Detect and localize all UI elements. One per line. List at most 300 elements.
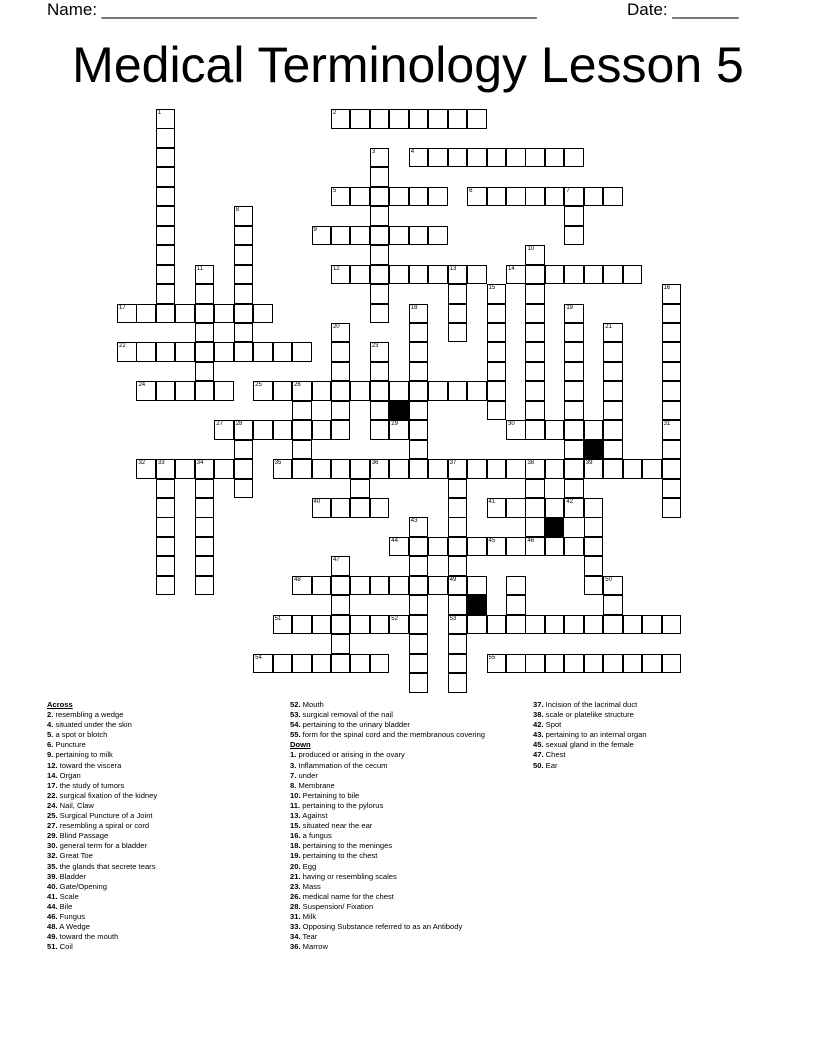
grid-cell[interactable]: [506, 459, 526, 479]
grid-cell[interactable]: [409, 362, 429, 382]
grid-cell[interactable]: [603, 440, 623, 460]
grid-cell[interactable]: [545, 187, 565, 207]
grid-cell[interactable]: [623, 265, 643, 285]
grid-cell[interactable]: [370, 342, 390, 362]
grid-cell[interactable]: [448, 634, 468, 654]
grid-cell[interactable]: [584, 498, 604, 518]
grid-cell[interactable]: [525, 362, 545, 382]
grid-cell[interactable]: [564, 342, 584, 362]
grid-cell[interactable]: [370, 226, 390, 246]
grid-cell[interactable]: [603, 576, 623, 596]
grid-cell[interactable]: [662, 440, 682, 460]
grid-cell[interactable]: [564, 206, 584, 226]
grid-cell[interactable]: [525, 381, 545, 401]
grid-cell[interactable]: [506, 615, 526, 635]
grid-cell[interactable]: [389, 381, 409, 401]
grid-cell[interactable]: [409, 342, 429, 362]
grid-cell[interactable]: [564, 187, 584, 207]
grid-cell[interactable]: [156, 167, 176, 187]
grid-cell[interactable]: [234, 420, 254, 440]
grid-cell[interactable]: [506, 420, 526, 440]
grid-cell[interactable]: [448, 479, 468, 499]
grid-cell[interactable]: [584, 537, 604, 557]
grid-cell[interactable]: [448, 148, 468, 168]
grid-cell[interactable]: [506, 187, 526, 207]
grid-cell[interactable]: [584, 265, 604, 285]
grid-cell[interactable]: [234, 265, 254, 285]
grid-cell[interactable]: [603, 459, 623, 479]
grid-cell[interactable]: [584, 654, 604, 674]
grid-cell[interactable]: [175, 342, 195, 362]
grid-cell[interactable]: [448, 498, 468, 518]
grid-cell[interactable]: [370, 401, 390, 421]
grid-cell[interactable]: [487, 459, 507, 479]
grid-cell[interactable]: [156, 498, 176, 518]
grid-cell[interactable]: [584, 187, 604, 207]
grid-cell[interactable]: [350, 654, 370, 674]
grid-cell[interactable]: [623, 459, 643, 479]
grid-cell[interactable]: [214, 459, 234, 479]
grid-cell[interactable]: [195, 265, 215, 285]
grid-cell[interactable]: [370, 576, 390, 596]
grid-cell[interactable]: [642, 459, 662, 479]
grid-cell[interactable]: [292, 381, 312, 401]
grid-cell[interactable]: [370, 615, 390, 635]
grid-cell[interactable]: [370, 206, 390, 226]
grid-cell[interactable]: [331, 615, 351, 635]
grid-cell[interactable]: [370, 420, 390, 440]
grid-cell[interactable]: [525, 420, 545, 440]
grid-cell[interactable]: [487, 362, 507, 382]
grid-cell[interactable]: [448, 284, 468, 304]
grid-cell[interactable]: [409, 420, 429, 440]
grid-cell[interactable]: [584, 420, 604, 440]
grid-cell[interactable]: [117, 304, 137, 324]
grid-cell[interactable]: [409, 187, 429, 207]
grid-cell[interactable]: [156, 109, 176, 129]
grid-cell[interactable]: [370, 381, 390, 401]
grid-cell[interactable]: [564, 479, 584, 499]
grid-cell[interactable]: [662, 479, 682, 499]
grid-cell[interactable]: [448, 537, 468, 557]
grid-cell[interactable]: [448, 265, 468, 285]
grid-cell[interactable]: [487, 342, 507, 362]
grid-cell[interactable]: [350, 226, 370, 246]
grid-cell[interactable]: [603, 654, 623, 674]
grid-cell[interactable]: [409, 226, 429, 246]
grid-cell[interactable]: [467, 381, 487, 401]
grid-cell[interactable]: [623, 654, 643, 674]
grid-cell[interactable]: [409, 440, 429, 460]
grid-cell[interactable]: [136, 459, 156, 479]
grid-cell[interactable]: [331, 401, 351, 421]
grid-cell[interactable]: [448, 459, 468, 479]
grid-cell[interactable]: [428, 381, 448, 401]
grid-cell[interactable]: [136, 342, 156, 362]
grid-cell[interactable]: [370, 148, 390, 168]
grid-cell[interactable]: [487, 615, 507, 635]
grid-cell[interactable]: [370, 187, 390, 207]
grid-cell[interactable]: [506, 576, 526, 596]
grid-cell[interactable]: [448, 517, 468, 537]
grid-cell[interactable]: [487, 401, 507, 421]
grid-cell[interactable]: [467, 459, 487, 479]
grid-cell[interactable]: [389, 109, 409, 129]
grid-cell[interactable]: [662, 304, 682, 324]
grid-cell[interactable]: [253, 381, 273, 401]
grid-cell[interactable]: [564, 440, 584, 460]
grid-cell[interactable]: [623, 615, 643, 635]
grid-cell[interactable]: [195, 381, 215, 401]
grid-cell[interactable]: [564, 226, 584, 246]
grid-cell[interactable]: [564, 381, 584, 401]
grid-cell[interactable]: [467, 265, 487, 285]
grid-cell[interactable]: [662, 654, 682, 674]
grid-cell[interactable]: [273, 615, 293, 635]
grid-cell[interactable]: [331, 459, 351, 479]
grid-cell[interactable]: [312, 615, 332, 635]
grid-cell[interactable]: [156, 304, 176, 324]
grid-cell[interactable]: [428, 265, 448, 285]
grid-cell[interactable]: [370, 654, 390, 674]
grid-cell[interactable]: [448, 576, 468, 596]
grid-cell[interactable]: [545, 265, 565, 285]
grid-cell[interactable]: [564, 323, 584, 343]
grid-cell[interactable]: [467, 109, 487, 129]
grid-cell[interactable]: [350, 479, 370, 499]
grid-cell[interactable]: [156, 537, 176, 557]
grid-cell[interactable]: [234, 440, 254, 460]
grid-cell[interactable]: [292, 576, 312, 596]
grid-cell[interactable]: [428, 109, 448, 129]
grid-cell[interactable]: [603, 401, 623, 421]
grid-cell[interactable]: [156, 459, 176, 479]
grid-cell[interactable]: [350, 459, 370, 479]
grid-cell[interactable]: [273, 654, 293, 674]
grid-cell[interactable]: [331, 576, 351, 596]
grid-cell[interactable]: [409, 595, 429, 615]
grid-cell[interactable]: [370, 245, 390, 265]
grid-cell[interactable]: [195, 517, 215, 537]
grid-cell[interactable]: [136, 304, 156, 324]
grid-cell[interactable]: [428, 148, 448, 168]
grid-cell[interactable]: [214, 420, 234, 440]
grid-cell[interactable]: [156, 381, 176, 401]
grid-cell[interactable]: [292, 654, 312, 674]
grid-cell[interactable]: [195, 323, 215, 343]
grid-cell[interactable]: [370, 284, 390, 304]
grid-cell[interactable]: [389, 537, 409, 557]
grid-cell[interactable]: [603, 595, 623, 615]
grid-cell[interactable]: [234, 459, 254, 479]
grid-cell[interactable]: [331, 381, 351, 401]
grid-cell[interactable]: [370, 498, 390, 518]
grid-cell[interactable]: [525, 654, 545, 674]
grid-cell[interactable]: [487, 284, 507, 304]
grid-cell[interactable]: [331, 342, 351, 362]
grid-cell[interactable]: [253, 654, 273, 674]
grid-cell[interactable]: [487, 498, 507, 518]
grid-cell[interactable]: [234, 323, 254, 343]
grid-cell[interactable]: [409, 556, 429, 576]
grid-cell[interactable]: [487, 381, 507, 401]
grid-cell[interactable]: [662, 459, 682, 479]
grid-cell[interactable]: [195, 576, 215, 596]
grid-cell[interactable]: [409, 517, 429, 537]
grid-cell[interactable]: [156, 517, 176, 537]
grid-cell[interactable]: [175, 459, 195, 479]
grid-cell[interactable]: [409, 265, 429, 285]
grid-cell[interactable]: [525, 265, 545, 285]
grid-cell[interactable]: [389, 615, 409, 635]
grid-cell[interactable]: [662, 323, 682, 343]
grid-cell[interactable]: [234, 304, 254, 324]
grid-cell[interactable]: [564, 265, 584, 285]
grid-cell[interactable]: [370, 109, 390, 129]
grid-cell[interactable]: [662, 615, 682, 635]
grid-cell[interactable]: [448, 381, 468, 401]
grid-cell[interactable]: [525, 459, 545, 479]
grid-cell[interactable]: [136, 381, 156, 401]
grid-cell[interactable]: [156, 226, 176, 246]
grid-cell[interactable]: [409, 148, 429, 168]
grid-cell[interactable]: [195, 537, 215, 557]
grid-cell[interactable]: [350, 381, 370, 401]
grid-cell[interactable]: [331, 109, 351, 129]
grid-cell[interactable]: [409, 381, 429, 401]
grid-cell[interactable]: [662, 498, 682, 518]
grid-cell[interactable]: [331, 595, 351, 615]
grid-cell[interactable]: [195, 556, 215, 576]
grid-cell[interactable]: [214, 342, 234, 362]
grid-cell[interactable]: [448, 595, 468, 615]
grid-cell[interactable]: [234, 226, 254, 246]
grid-cell[interactable]: [331, 498, 351, 518]
grid-cell[interactable]: [409, 304, 429, 324]
grid-cell[interactable]: [525, 498, 545, 518]
grid-cell[interactable]: [662, 362, 682, 382]
grid-cell[interactable]: [253, 304, 273, 324]
grid-cell[interactable]: [525, 323, 545, 343]
grid-cell[interactable]: [564, 615, 584, 635]
grid-cell[interactable]: [662, 381, 682, 401]
grid-cell[interactable]: [195, 459, 215, 479]
grid-cell[interactable]: [564, 362, 584, 382]
grid-cell[interactable]: [292, 615, 312, 635]
grid-cell[interactable]: [292, 440, 312, 460]
grid-cell[interactable]: [389, 265, 409, 285]
grid-cell[interactable]: [564, 304, 584, 324]
grid-cell[interactable]: [525, 342, 545, 362]
grid-cell[interactable]: [506, 537, 526, 557]
grid-cell[interactable]: [312, 459, 332, 479]
grid-cell[interactable]: [312, 226, 332, 246]
grid-cell[interactable]: [525, 537, 545, 557]
grid-cell[interactable]: [662, 284, 682, 304]
grid-cell[interactable]: [156, 479, 176, 499]
grid-cell[interactable]: [525, 401, 545, 421]
grid-cell[interactable]: [156, 128, 176, 148]
grid-cell[interactable]: [156, 206, 176, 226]
grid-cell[interactable]: [467, 576, 487, 596]
grid-cell[interactable]: [662, 420, 682, 440]
grid-cell[interactable]: [545, 615, 565, 635]
grid-cell[interactable]: [312, 576, 332, 596]
grid-cell[interactable]: [428, 576, 448, 596]
grid-cell[interactable]: [603, 342, 623, 362]
grid-cell[interactable]: [448, 304, 468, 324]
grid-cell[interactable]: [525, 517, 545, 537]
grid-cell[interactable]: [273, 420, 293, 440]
grid-cell[interactable]: [350, 265, 370, 285]
grid-cell[interactable]: [292, 401, 312, 421]
grid-cell[interactable]: [175, 381, 195, 401]
grid-cell[interactable]: [564, 537, 584, 557]
grid-cell[interactable]: [545, 498, 565, 518]
grid-cell[interactable]: [506, 595, 526, 615]
grid-cell[interactable]: [409, 537, 429, 557]
grid-cell[interactable]: [487, 323, 507, 343]
grid-cell[interactable]: [312, 420, 332, 440]
grid-cell[interactable]: [234, 206, 254, 226]
grid-cell[interactable]: [545, 148, 565, 168]
grid-cell[interactable]: [603, 265, 623, 285]
grid-cell[interactable]: [448, 654, 468, 674]
grid-cell[interactable]: [603, 323, 623, 343]
grid-cell[interactable]: [487, 304, 507, 324]
grid-cell[interactable]: [214, 304, 234, 324]
grid-cell[interactable]: [214, 381, 234, 401]
grid-cell[interactable]: [525, 245, 545, 265]
grid-cell[interactable]: [389, 187, 409, 207]
grid-cell[interactable]: [545, 420, 565, 440]
grid-cell[interactable]: [428, 226, 448, 246]
grid-cell[interactable]: [467, 615, 487, 635]
grid-cell[interactable]: [603, 420, 623, 440]
grid-cell[interactable]: [409, 634, 429, 654]
grid-cell[interactable]: [564, 459, 584, 479]
grid-cell[interactable]: [195, 342, 215, 362]
grid-cell[interactable]: [350, 109, 370, 129]
grid-cell[interactable]: [195, 362, 215, 382]
grid-cell[interactable]: [273, 459, 293, 479]
grid-cell[interactable]: [662, 401, 682, 421]
grid-cell[interactable]: [506, 654, 526, 674]
grid-cell[interactable]: [156, 576, 176, 596]
grid-cell[interactable]: [370, 167, 390, 187]
grid-cell[interactable]: [331, 226, 351, 246]
grid-cell[interactable]: [331, 187, 351, 207]
grid-cell[interactable]: [603, 615, 623, 635]
grid-cell[interactable]: [331, 323, 351, 343]
grid-cell[interactable]: [234, 342, 254, 362]
grid-cell[interactable]: [312, 654, 332, 674]
date-field[interactable]: Date: _______: [627, 0, 739, 19]
grid-cell[interactable]: [448, 323, 468, 343]
grid-cell[interactable]: [350, 187, 370, 207]
grid-cell[interactable]: [603, 381, 623, 401]
grid-cell[interactable]: [525, 284, 545, 304]
grid-cell[interactable]: [487, 654, 507, 674]
grid-cell[interactable]: [292, 342, 312, 362]
grid-cell[interactable]: [525, 187, 545, 207]
grid-cell[interactable]: [506, 265, 526, 285]
grid-cell[interactable]: [603, 362, 623, 382]
grid-cell[interactable]: [467, 187, 487, 207]
grid-cell[interactable]: [234, 479, 254, 499]
grid-cell[interactable]: [156, 265, 176, 285]
grid-cell[interactable]: [409, 459, 429, 479]
grid-cell[interactable]: [525, 304, 545, 324]
grid-cell[interactable]: [545, 459, 565, 479]
grid-cell[interactable]: [564, 654, 584, 674]
grid-cell[interactable]: [409, 401, 429, 421]
grid-cell[interactable]: [156, 284, 176, 304]
grid-cell[interactable]: [331, 556, 351, 576]
grid-cell[interactable]: [487, 187, 507, 207]
grid-cell[interactable]: [564, 401, 584, 421]
grid-cell[interactable]: [409, 109, 429, 129]
grid-cell[interactable]: [409, 576, 429, 596]
grid-cell[interactable]: [350, 576, 370, 596]
grid-cell[interactable]: [525, 479, 545, 499]
grid-cell[interactable]: [331, 654, 351, 674]
grid-cell[interactable]: [370, 304, 390, 324]
grid-cell[interactable]: [448, 673, 468, 693]
name-field[interactable]: Name: ______________________________________________: [47, 0, 537, 19]
grid-cell[interactable]: [312, 381, 332, 401]
grid-cell[interactable]: [370, 459, 390, 479]
grid-cell[interactable]: [156, 148, 176, 168]
grid-cell[interactable]: [525, 615, 545, 635]
grid-cell[interactable]: [584, 517, 604, 537]
grid-cell[interactable]: [428, 459, 448, 479]
grid-cell[interactable]: [253, 420, 273, 440]
grid-cell[interactable]: [331, 420, 351, 440]
grid-cell[interactable]: [448, 615, 468, 635]
grid-cell[interactable]: [331, 362, 351, 382]
grid-cell[interactable]: [409, 615, 429, 635]
grid-cell[interactable]: [156, 245, 176, 265]
grid-cell[interactable]: [156, 187, 176, 207]
grid-cell[interactable]: [428, 187, 448, 207]
grid-cell[interactable]: [234, 245, 254, 265]
grid-cell[interactable]: [312, 498, 332, 518]
grid-cell[interactable]: [273, 381, 293, 401]
grid-cell[interactable]: [389, 576, 409, 596]
grid-cell[interactable]: [389, 459, 409, 479]
grid-cell[interactable]: [253, 342, 273, 362]
grid-cell[interactable]: [331, 265, 351, 285]
grid-cell[interactable]: [117, 342, 137, 362]
grid-cell[interactable]: [584, 556, 604, 576]
grid-cell[interactable]: [545, 654, 565, 674]
grid-cell[interactable]: [603, 187, 623, 207]
grid-cell[interactable]: [156, 342, 176, 362]
grid-cell[interactable]: [467, 148, 487, 168]
grid-cell[interactable]: [642, 615, 662, 635]
grid-cell[interactable]: [292, 420, 312, 440]
grid-cell[interactable]: [331, 634, 351, 654]
grid-cell[interactable]: [662, 342, 682, 362]
grid-cell[interactable]: [350, 615, 370, 635]
grid-cell[interactable]: [545, 537, 565, 557]
grid-cell[interactable]: [370, 362, 390, 382]
grid-cell[interactable]: [506, 498, 526, 518]
grid-cell[interactable]: [370, 265, 390, 285]
grid-cell[interactable]: [389, 226, 409, 246]
grid-cell[interactable]: [506, 148, 526, 168]
